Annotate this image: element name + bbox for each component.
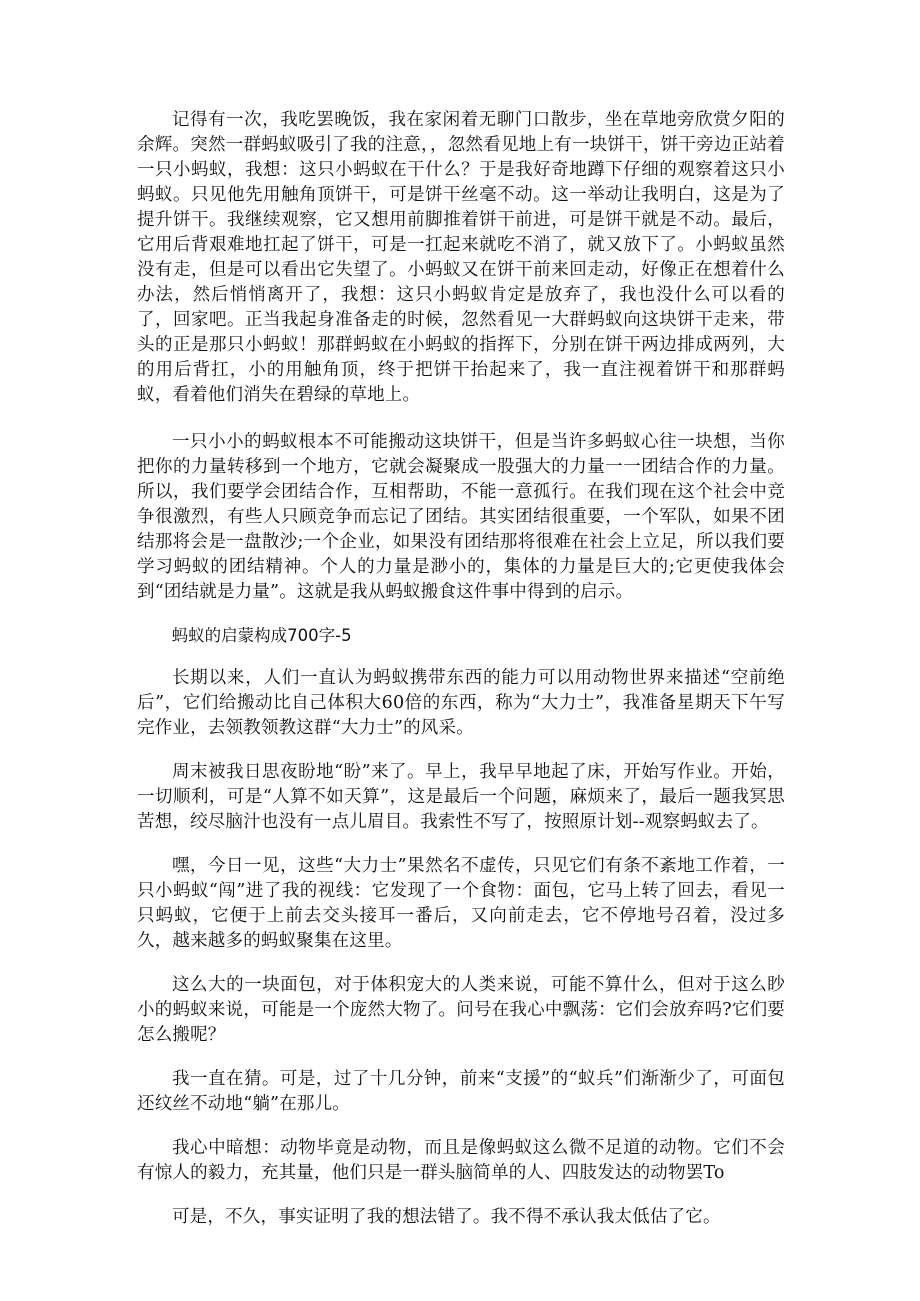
document-page: [137, 108, 785, 1230]
paragraph-weekend: 周末被我日思夜盼地“盼”来了。早上，我早早地起了床，开始写作业。开始，一切顺利，可是“人算不如天算”，这是最后一个问题，麻烦来了，最后一题我冥思苦想，绞尽脑汁也没有一点儿眉目。我索性不写了，按照原计划--观察蚂蚁去了。: [137, 762, 785, 832]
paragraph-ant-biscuit-story: 记得有一次，我吃罢晚饭，我在家闲着无聊门口散步，坐在草地旁欣赏夕阳的余辉。突然一群蚂蚁吸引了我的注意，，忽然看见地上有一块饼干，饼干旁边正站着一只小蚂蚁，我想：这只小蚂蚁在干什么？于是我好奇地蹲下仔细的观察着这只小蚂蚁。只见他先用触角顶饼干，可是饼干丝毫不动。这一举动让我明白，这是为了提升饼干。我继续观察，它又想用前脚推着饼干前进，可是饼干就是不动。最后，它用后背艰难地扛起了饼干，可是一扛起来就吃不消了，就又放下了。小蚂蚁虽然没有走，但是可以看出它失望了。小蚂蚁又在饼干前来回走动，好像正在想着什么办法，然后悄悄离开了，我想：这只小蚂蚁肯定是放弃了，我也没什么可以看的了，回家吧。正当我起身准备走的时候，忽然看见一大群蚂蚁向这块饼干走来，带头的正是那只小蚂蚁！那群蚂蚁在小蚂蚁的指挥下，分别在饼干两边排成两列，大的用后背扛，小的用触角顶，终于把饼干抬起来了，我一直注视着饼干和那群蚂蚁，看着他们消失在碧绿的草地上。: [137, 110, 785, 405]
paragraph-big-bread: 这么大的一块面包，对于体积宠大的人类来说，可能不算什么，但对于这么眇小的蚂蚁来说，可能是一个庞然大物了。问号在我心中飘荡：它们会放弃吗?它们要怎么搬呢？: [137, 975, 785, 1045]
paragraph-teamwork-lesson: 一只小小的蚂蚁根本不可能搬动这块饼干，但是当许多蚂蚁心往一块想，当你把你的力量转移到一个地方，它就会凝聚成一股强大的力量一一团结合作的力量。所以，我们要学会团结合作，互相帮助，不能一意孤行。在我们现在这个社会中竞争很激烈，有些人只顾竞争而忘记了团结。其实团结很重要，一个军队，如果不团结那将会是一盘散沙;一个企业，如果没有团结那将很难在社会上立足，所以我们要学习蚂蚁的团结精神。个人的力量是渺小的，集体的力量是巨大的;它更使我体会到“团结就是力量”。这就是我从蚂蚁搬食这件事中得到的启示。: [137, 432, 785, 602]
paragraph-thoughts: 我心中暗想：动物毕竟是动物，而且是像蚂蚁这么微不足道的动物。它们不会有惊人的毅力，充其量，他们只是一群头脑简单的人、四肢发达的动物罢To: [137, 1138, 785, 1183]
paragraph-realization: 可是，不久，事实证明了我的想法错了。我不得不承认我太低估了它。: [172, 1207, 721, 1227]
section-heading: 蚂蚁的启蒙构成700字-5: [171, 626, 352, 645]
paragraph-waiting: 我一直在猜。可是，过了十几分钟，前来“支援”的“蚁兵”们渐渐少了，可面包还纹丝不动地“躺”在那儿。: [137, 1069, 785, 1114]
paragraph-strongman-intro: 长期以来，人们一直认为蚂蚁携带东西的能力可以用动物世界来描述“空前绝后”，它们给搬动比自己体积大60倍的东西，称为“大力士”，我准备星期天下午写完作业，去领教领教这群“大力士”的风采。: [137, 668, 785, 738]
paragraph-ants-gather: 嘿，今日一见，这些“大力士”果然名不虚传，只见它们有条不紊地工作着，一只小蚂蚁“闯”进了我的视线：它发现了一个食物：面包，它马上转了回去，看见一只蚂蚁，它便于上前去交头接耳一番后，又向前走去，它不停地号召着，没过多久，越来越多的蚂蚁聚集在这里。: [137, 856, 785, 951]
